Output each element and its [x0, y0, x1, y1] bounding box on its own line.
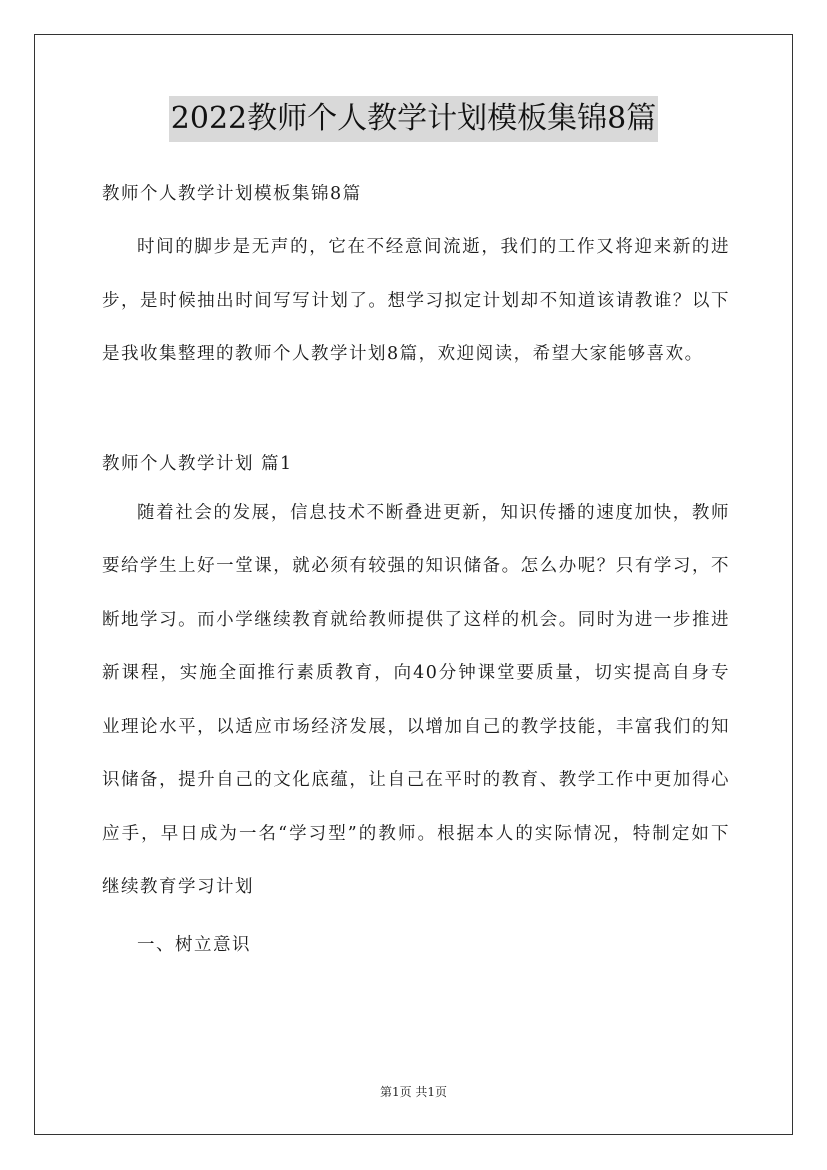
page-footer: 第1页 共1页 [379, 1085, 448, 1099]
document-title: 2022教师个人教学计划模板集锦8篇 [169, 96, 658, 142]
title-container [0, 96, 827, 142]
intro-paragraph: 时间的脚步是无声的，它在不经意间流逝，我们的工作又将迎来新的进步，是时候抽出时间写写计划了。想学习拟定计划却不知道该请教谁？以下是我收集整理的教师个人教学计划8篇，欢迎阅读，希望大家能够喜欢。 [102, 237, 730, 364]
section-paragraph: 随着社会的发展，信息技术不断叠进更新，知识传播的速度加快，教师要给学生上好一堂课，就必须有较强的知识储备。怎么办呢？只有学习，不断地学习。而小学继续教育就给教师提供了这样的机会。同时为进一步推进新课程，实施全面推行素质教育，向40分钟课堂要质量，切实提高自身专业理论水平，以适应市场经济发展，以增加自己的教学技能，丰富我们的知识储备，提升自己的文化底蕴，让自己在平时的教育、教学工作中更加得心应手，早日成为一名“学习型”的教师。根据本人的实际情况，特制定如下继续教育学习计划 [102, 502, 730, 897]
spacer [102, 382, 730, 446]
item-heading: 一、树立意识 [137, 934, 251, 955]
document-body [102, 176, 730, 972]
section-heading: 教师个人教学计划 篇1 [102, 453, 293, 474]
document-subtitle: 教师个人教学计划模板集锦8篇 [102, 184, 362, 204]
